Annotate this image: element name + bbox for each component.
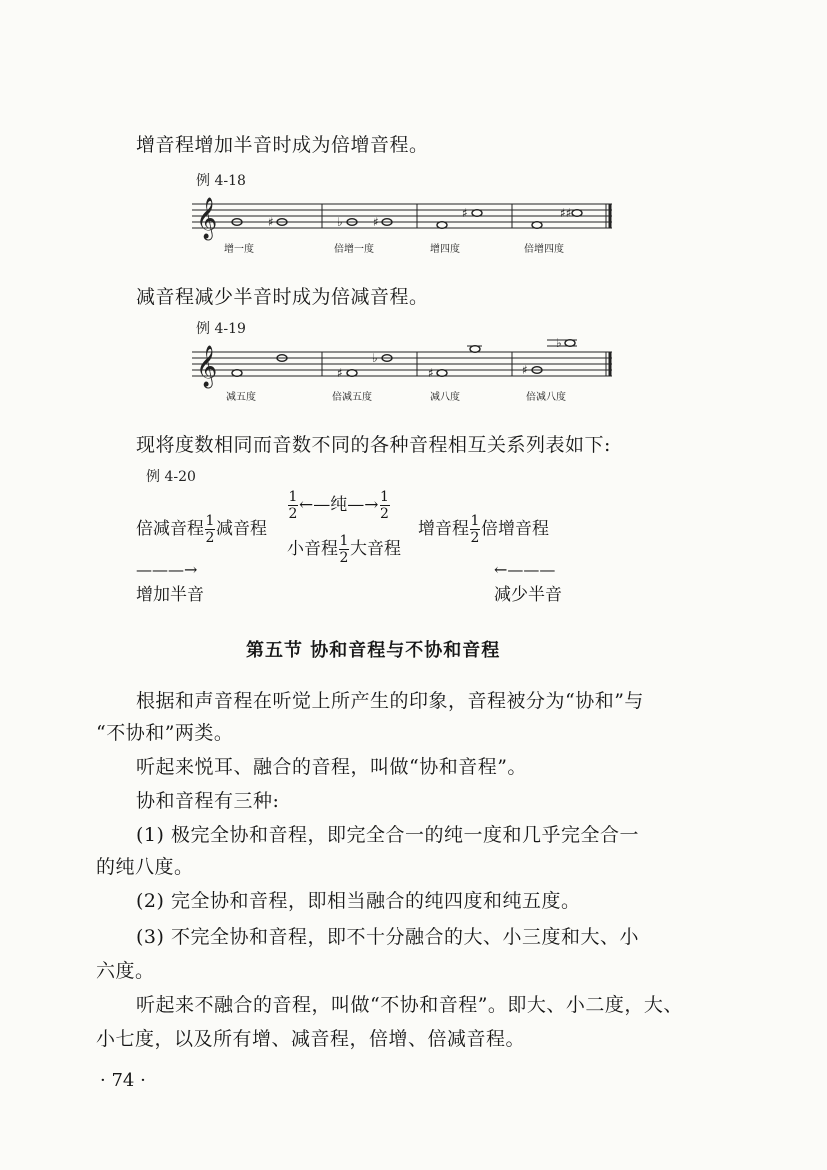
reduce-semitone-label: 减少半音	[494, 585, 562, 605]
right-arrow-icon: ———→	[136, 560, 198, 579]
treble-clef-icon: 𝄞	[196, 198, 218, 239]
add-semitone-label: 增加半音	[136, 585, 204, 605]
text-line-1: 增音程增加半音时成为倍增音程。	[136, 134, 429, 156]
double-diminished-label: 倍减音程	[136, 519, 204, 539]
paragraph-line: 六度。	[96, 960, 155, 982]
relation-minor-major: 小音程 $\frac{1}{2}$ 大音程	[287, 533, 401, 566]
staff-example-4-18	[192, 190, 617, 258]
interval-label: 倍减八度	[526, 392, 566, 403]
interval-label: 倍增四度	[524, 244, 564, 255]
paragraph-line: 协和音程有三种:	[136, 790, 280, 812]
right-arrow-icon: —→	[347, 495, 379, 515]
svg-text:♭: ♭	[372, 351, 378, 365]
diminished-label: 减音程	[216, 519, 267, 539]
svg-text:♯: ♯	[428, 366, 434, 380]
interval-label: 倍减五度	[332, 392, 372, 403]
svg-text:♯: ♯	[462, 206, 468, 220]
major-label: 大音程	[350, 539, 401, 559]
interval-label: 减五度	[226, 392, 256, 403]
page-number: · 74 ·	[100, 1070, 146, 1091]
interval-label: 增一度	[224, 244, 254, 255]
interval-label: 增四度	[430, 244, 460, 255]
paragraph-line: 听起来悦耳、融合的音程，叫做“协和音程”。	[136, 756, 527, 778]
section-heading: 第五节 协和音程与不协和音程	[246, 640, 501, 661]
relation-right: 增音程 $\frac{1}{2}$ 倍增音程	[418, 513, 549, 546]
perfect-label: 纯	[330, 495, 348, 515]
treble-clef-icon: 𝄞	[196, 346, 218, 387]
interval-label: 倍增一度	[334, 244, 374, 255]
example-4-20-label: 例 4-20	[146, 469, 196, 485]
relation-perfect: $\frac{1}{2}$ ←—纯—→ $\frac{1}{2}$	[288, 489, 389, 522]
example-4-18-label: 例 4-18	[196, 173, 246, 189]
svg-text:♭: ♭	[337, 215, 343, 229]
left-arrow-icon: ←———	[494, 560, 556, 579]
svg-text:♯: ♯	[522, 363, 528, 377]
left-arrow-icon: ←—	[299, 495, 331, 515]
svg-text:♯: ♯	[268, 215, 274, 229]
svg-text:♯♯: ♯♯	[560, 206, 572, 220]
text-line-2: 减音程减少半音时成为倍减音程。	[136, 286, 429, 308]
paragraph-line: 听起来不融合的音程，叫做“不协和音程”。即大、小二度，大、	[136, 994, 683, 1016]
example-4-19-label: 例 4-19	[196, 321, 246, 337]
paragraph-line: (3) 不完全协和音程，即不十分融合的大、小三度和大、小	[136, 926, 639, 948]
paragraph-line: 的纯八度。	[96, 856, 194, 878]
paragraph-line: 根据和声音程在听觉上所产生的印象，音程被分为“协和”与	[136, 690, 644, 712]
paragraph-line: “不协和”两类。	[96, 722, 234, 744]
svg-text:♯: ♯	[337, 366, 343, 380]
augmented-label: 增音程	[418, 519, 469, 539]
svg-text:♯: ♯	[373, 215, 379, 229]
staff-example-4-19	[192, 338, 617, 406]
relation-left	[136, 514, 267, 545]
double-augmented-label: 倍增音程	[481, 519, 549, 539]
text-line-3: 现将度数相同而音数不同的各种音程相互关系列表如下:	[136, 434, 611, 456]
paragraph-line: 小七度，以及所有增、减音程，倍增、倍减音程。	[96, 1028, 526, 1050]
svg-text:♭: ♭	[556, 338, 562, 350]
paragraph-line: (1) 极完全协和音程，即完全合一的纯一度和几乎完全合一	[136, 824, 639, 846]
minor-label: 小音程	[287, 539, 338, 559]
interval-label: 减八度	[430, 392, 460, 403]
half-fraction: $\frac{1}{2}$	[205, 513, 215, 546]
paragraph-line: (2) 完全协和音程，即相当融合的纯四度和纯五度。	[136, 890, 581, 912]
